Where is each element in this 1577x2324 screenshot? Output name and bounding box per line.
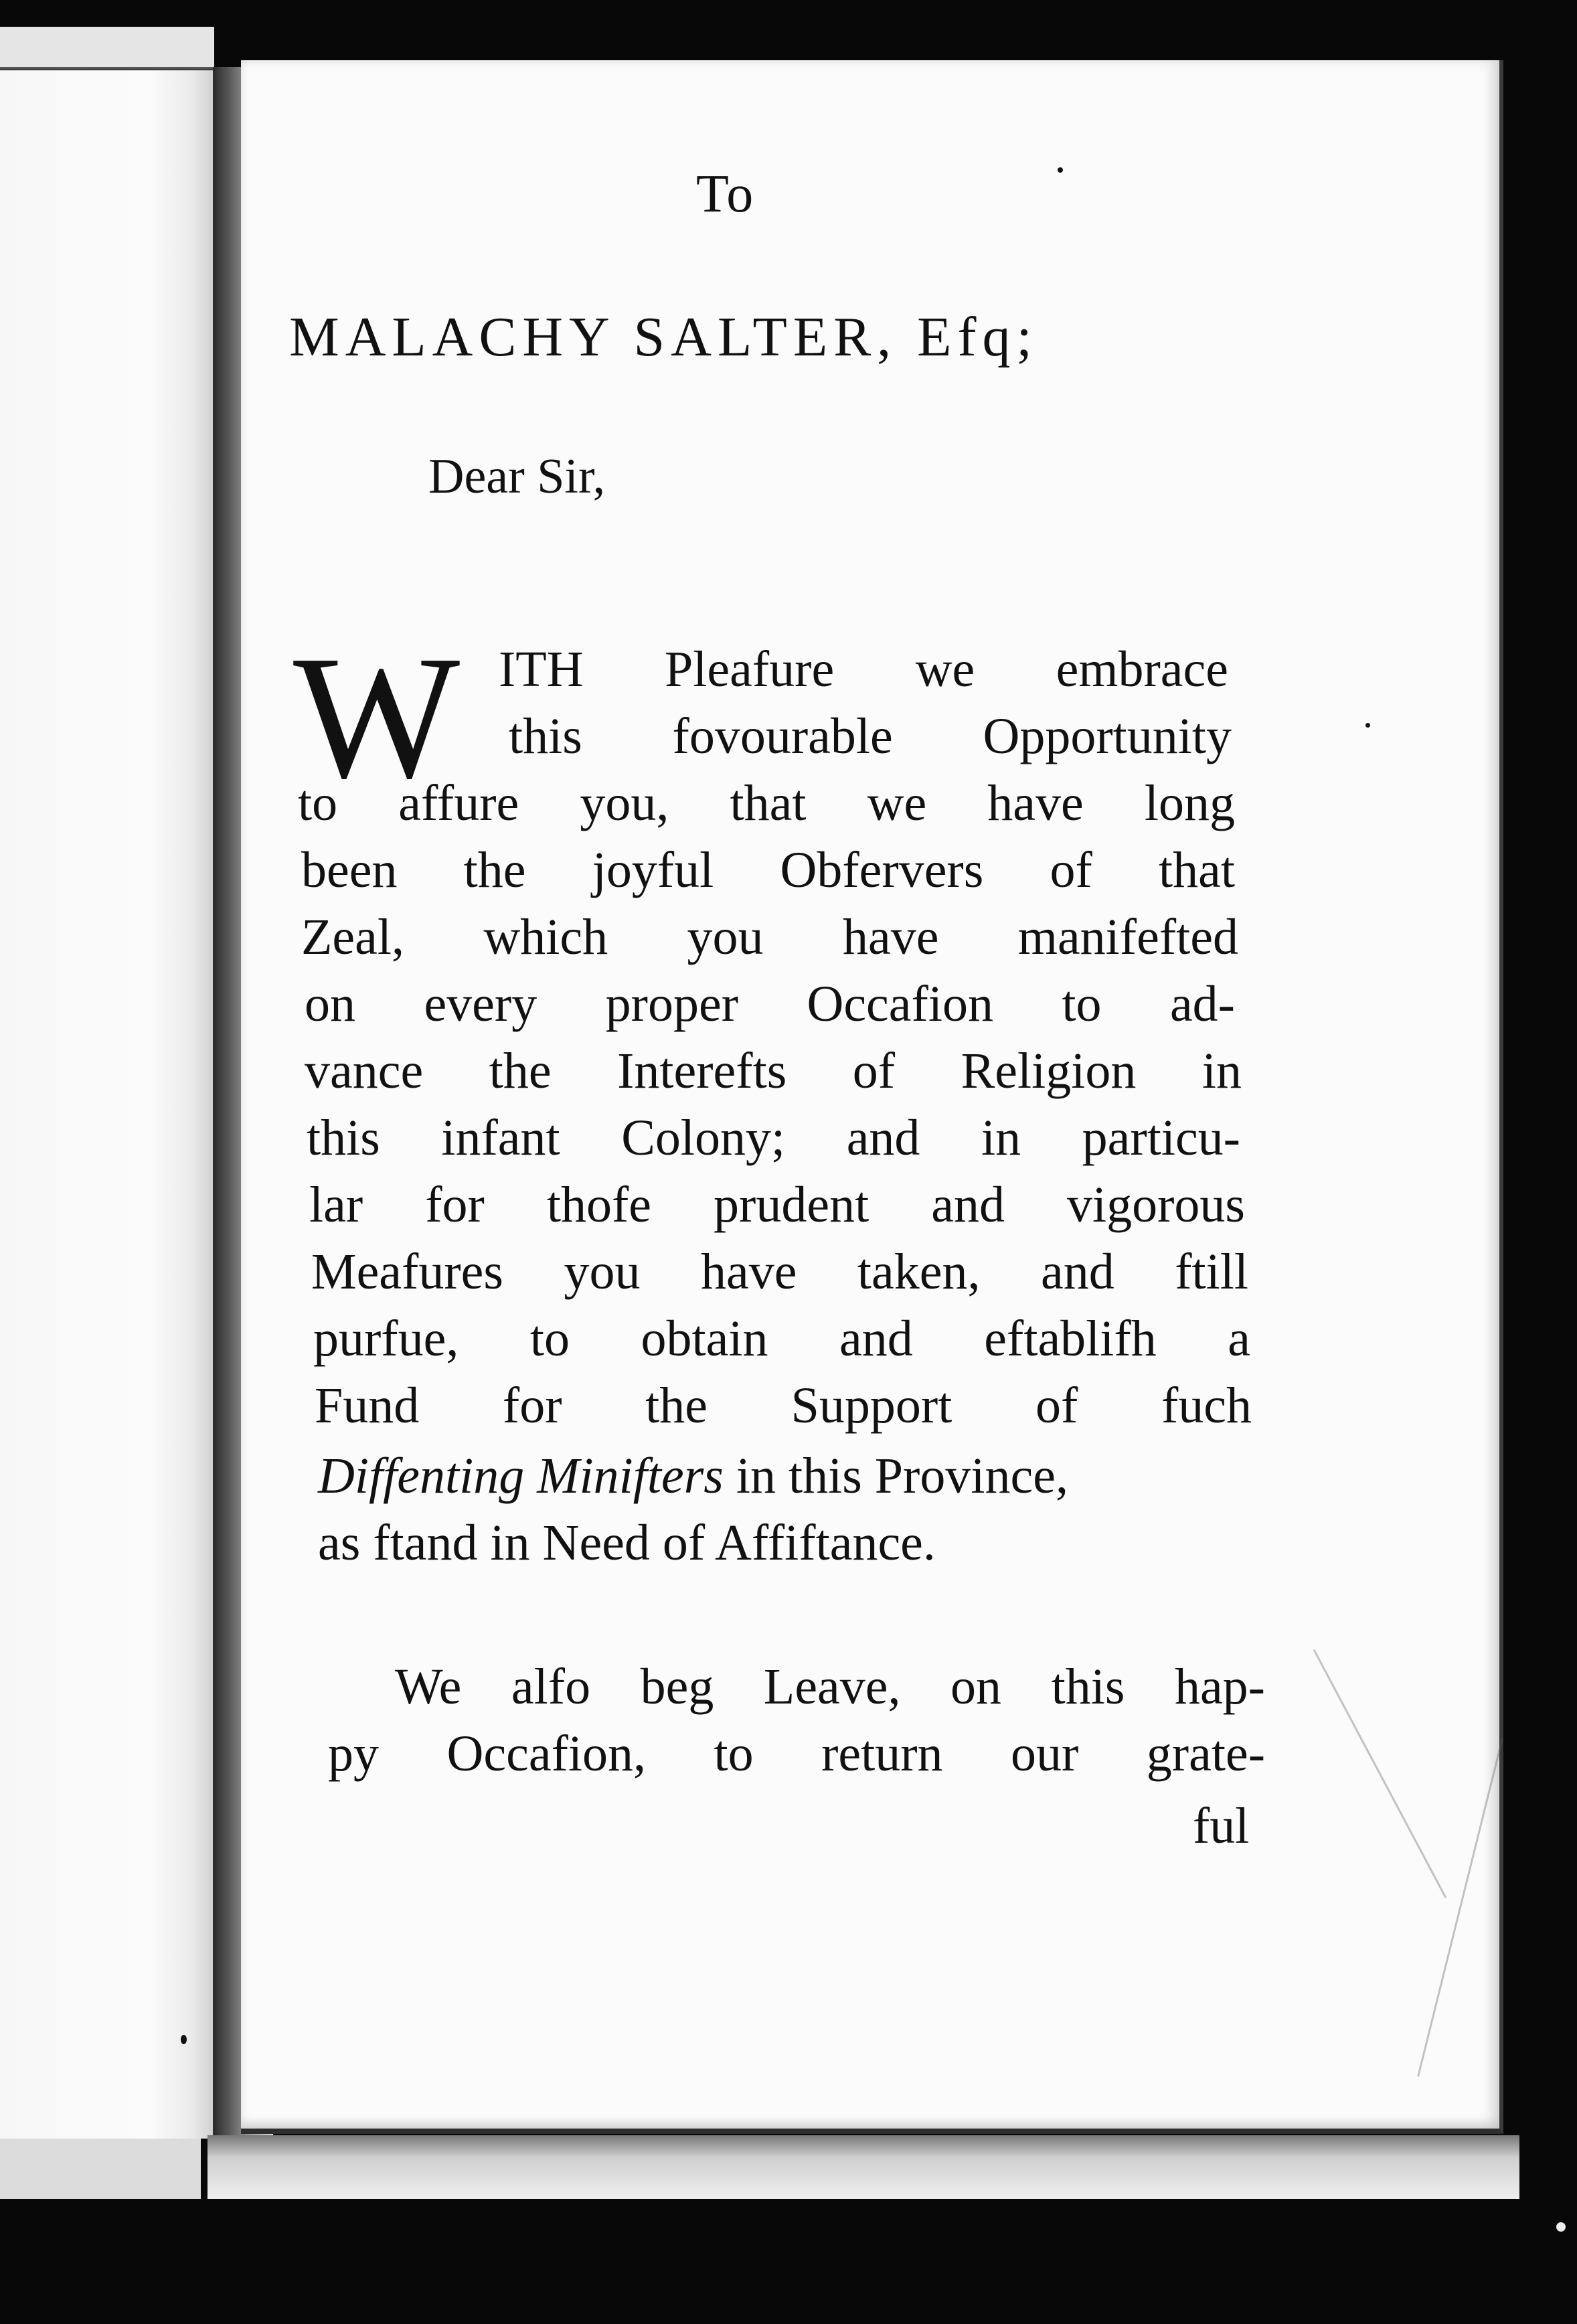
catchword: ful bbox=[1193, 1798, 1250, 1854]
paragraph1-line: Fund for the Support of fuch bbox=[315, 1378, 1252, 1434]
paragraph2-line: py Occafion, to return our grate- bbox=[328, 1726, 1265, 1782]
ink-speck bbox=[181, 2035, 187, 2044]
paragraph1-line: ITH Pleafure we embrace bbox=[499, 641, 1228, 697]
paragraph2-line: We alfo beg Leave, on this hap- bbox=[395, 1659, 1265, 1715]
paragraph1-line: Meafures you have taken, and ftill bbox=[311, 1244, 1248, 1300]
paper-crease bbox=[1313, 1649, 1447, 1898]
adjacent-page-top-edge bbox=[0, 27, 214, 70]
ink-speck bbox=[1058, 167, 1063, 173]
paragraph1-line: vance the Interefts of Religion in bbox=[305, 1043, 1242, 1099]
ink-speck bbox=[1365, 723, 1370, 728]
ink-speck bbox=[1556, 2222, 1566, 2232]
adjacent-page-bottom-edge bbox=[0, 2139, 201, 2199]
recipient-name: MALACHY SALTER, Efq; bbox=[289, 306, 1038, 368]
paragraph1-line: been the joyful Obfervers of that bbox=[301, 842, 1235, 898]
paragraph1-line: on every proper Occafion to ad- bbox=[305, 976, 1235, 1032]
salutation: Dear Sir, bbox=[428, 449, 606, 504]
italic-phrase: Diffenting Minifters bbox=[318, 1448, 724, 1504]
paragraph1-line bbox=[318, 1447, 1255, 1505]
paragraph1-line: this infant Colony; and in particu- bbox=[307, 1110, 1240, 1166]
line-continuation: in this Province, bbox=[723, 1448, 1068, 1504]
drop-cap: W bbox=[293, 620, 461, 815]
adjacent-left-page bbox=[0, 70, 214, 2139]
paragraph1-line: Zeal, which you have manifefted bbox=[301, 909, 1238, 965]
page-bottom-edge bbox=[208, 2135, 1519, 2199]
paragraph1-last-line: as ftand in Need of Affiftance. bbox=[318, 1515, 936, 1571]
paragraph1-line: to affure you, that we have long bbox=[298, 775, 1235, 831]
paragraph1-line: lar for thofe prudent and vigorous bbox=[309, 1177, 1245, 1233]
paragraph1-line: this fovourable Opportunity bbox=[509, 708, 1232, 764]
paper-crease bbox=[1417, 1738, 1503, 2076]
heading-to: To bbox=[696, 165, 755, 224]
paragraph1-line: purfue, to obtain and eftablifh a bbox=[313, 1311, 1250, 1367]
